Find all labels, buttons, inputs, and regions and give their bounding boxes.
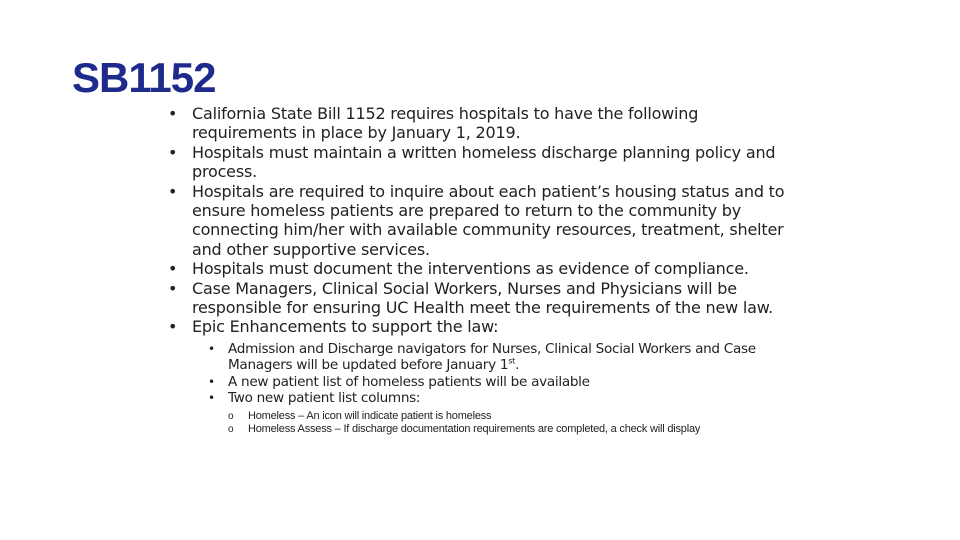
bullet-item — [166, 143, 806, 182]
bullet-item — [166, 317, 806, 336]
bullet-item — [166, 279, 806, 318]
sub-bullet-icon: • — [208, 374, 215, 389]
sub-bullet-item — [202, 390, 806, 435]
column-item — [228, 410, 806, 423]
slide-title: SB1152 — [72, 54, 216, 101]
sub-bullet-item — [202, 374, 806, 390]
column-item — [228, 423, 806, 436]
bullet-text: California State Bill 1152 requires hospitals to have the following requirements in place by January 1, 2019. — [192, 104, 699, 143]
sub-bullet-icon: • — [208, 391, 215, 406]
sub-list-container — [166, 341, 806, 436]
sub-bullet-list — [202, 341, 806, 436]
circle-bullet-icon: o — [228, 410, 234, 422]
sub-bullet-text: Two new patient list columns: — [228, 390, 421, 407]
slide-body — [166, 104, 806, 436]
sub-bullet-item — [202, 341, 806, 374]
bullet-text: Hospitals must maintain a written homeless discharge planning policy and process. — [192, 142, 776, 182]
bullet-text: Hospitals are required to inquire about each patient’s housing status and to ensure homeless patients are prepared to return to the community by connecting him/her with available community resources, treatment, shelter and other supportive services. — [192, 181, 785, 259]
bullet-icon: • — [168, 317, 178, 337]
column-list — [228, 410, 806, 436]
column-text: Homeless Assess – If discharge documentation requirements are completed, a check will display — [248, 422, 701, 435]
ordinal-suffix: st — [508, 355, 516, 366]
bullet-icon: • — [168, 142, 178, 162]
sub-bullet-text: A new patient list of homeless patients will be available — [228, 373, 590, 390]
bullet-icon: • — [168, 104, 178, 123]
bullet-icon: • — [168, 259, 178, 279]
bullet-item — [166, 259, 806, 278]
bullet-icon: • — [168, 278, 178, 298]
bullet-text: Case Managers, Clinical Social Workers, Nurses and Physicians will be responsible for ensuring UC Health meet the requirements of the new law. — [192, 278, 774, 318]
sub-bullet-end: . — [515, 357, 520, 374]
bullet-icon: • — [168, 181, 178, 201]
bullet-list — [166, 104, 806, 436]
column-text: Homeless – An icon will indicate patient is homeless — [248, 409, 492, 422]
bullet-text: Hospitals must document the interventions as evidence of compliance. — [192, 259, 749, 279]
bullet-item — [166, 104, 806, 143]
bullet-item — [166, 182, 806, 260]
bullet-text: Epic Enhancements to support the law: — [192, 317, 499, 337]
circle-bullet-icon: o — [228, 423, 234, 435]
sub-bullet-icon: • — [208, 341, 215, 356]
sub-bullet-text: Admission and Discharge navigators for Nurses, Clinical Social Workers and Case Managers will be updated before January 1 — [228, 340, 756, 374]
